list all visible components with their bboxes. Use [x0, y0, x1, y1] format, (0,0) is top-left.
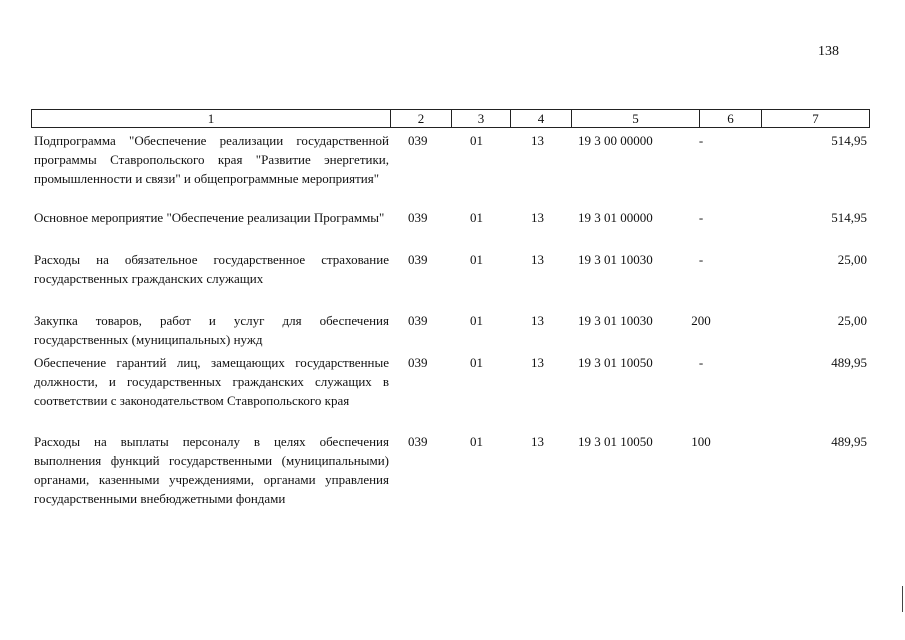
header-col-6: 6 [700, 110, 762, 127]
row-col-6: 100 [691, 434, 711, 449]
header-col-1: 1 [32, 110, 391, 127]
row-col-4: 13 [531, 313, 544, 328]
row-col-7: 25,00 [837, 313, 867, 328]
table-header [31, 109, 870, 128]
row-description: Расходы на выплаты персоналу в целях обеспечения выполнения функций государственными (муниципальными) органами, казенными учреждениями, органами управления государственными внебюджетными фондами [34, 434, 389, 506]
row-description: Основное мероприятие "Обеспечение реализации Программы" [34, 210, 385, 225]
row-description: Закупка товаров, работ и услуг для обеспечения государственных (муниципальных) нужд [34, 313, 389, 347]
row-col-5: 19 3 01 10030 [578, 313, 653, 328]
row-col-2: 039 [408, 313, 428, 328]
row-col-2: 039 [408, 355, 428, 370]
header-col-3: 3 [452, 110, 511, 127]
row-col-4: 13 [531, 252, 544, 267]
row-col-3: 01 [470, 133, 483, 148]
row-col-6: - [698, 210, 704, 225]
row-col-6: - [698, 252, 704, 267]
header-col-2: 2 [391, 110, 452, 127]
row-col-7: 489,95 [831, 434, 867, 449]
row-col-2: 039 [408, 434, 428, 449]
row-col-7: 514,95 [831, 133, 867, 148]
row-description: Обеспечение гарантий лиц, замещающих государственные должности, и государственных гражданских служащих в соответствии с законодательством Ставропольского края [34, 355, 389, 408]
row-col-3: 01 [470, 252, 483, 267]
row-description: Подпрограмма "Обеспечение реализации государственной программы Ставропольского края "Развитие энергетики, промышленности и связи" и общепрограммные мероприятия" [34, 133, 389, 186]
row-col-7: 25,00 [837, 252, 867, 267]
row-col-2: 039 [408, 252, 428, 267]
header-col-7: 7 [812, 111, 819, 126]
page-number: 138 [818, 44, 839, 59]
row-col-6: 200 [691, 313, 711, 328]
row-col-2: 039 [408, 133, 428, 148]
row-col-3: 01 [470, 313, 483, 328]
row-col-7: 489,95 [831, 355, 867, 370]
header-col-4: 4 [511, 110, 572, 127]
row-col-6: - [698, 355, 704, 370]
row-col-5: 19 3 00 00000 [578, 133, 653, 148]
row-col-4: 13 [531, 133, 544, 148]
row-col-5: 19 3 01 10050 [578, 355, 653, 370]
row-col-4: 13 [531, 355, 544, 370]
row-col-3: 01 [470, 210, 483, 225]
row-col-2: 039 [408, 210, 428, 225]
row-col-4: 13 [531, 434, 544, 449]
row-col-7: 514,95 [831, 210, 867, 225]
row-col-5: 19 3 01 10050 [578, 434, 653, 449]
row-description: Расходы на обязательное государственное страхование государственных гражданских служащих [34, 252, 389, 286]
row-col-4: 13 [531, 210, 544, 225]
row-col-5: 19 3 01 10030 [578, 252, 653, 267]
scan-edge-mark [902, 586, 903, 612]
row-col-5: 19 3 01 00000 [578, 210, 653, 225]
row-col-3: 01 [470, 355, 483, 370]
row-col-3: 01 [470, 434, 483, 449]
header-col-5: 5 [572, 110, 700, 127]
row-col-6: - [698, 133, 704, 148]
